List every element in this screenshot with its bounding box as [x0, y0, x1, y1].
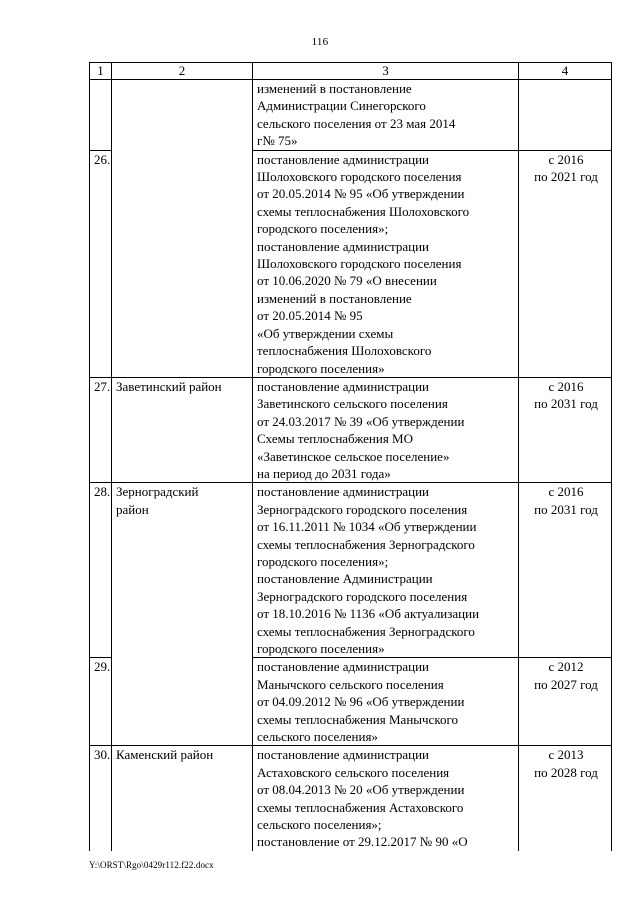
period-cell: [519, 483, 612, 658]
table-row: [90, 483, 612, 658]
document-text-cell-line: от 08.04.2013 № 20 «Об утверждении: [257, 782, 465, 798]
document-text-cell-line: сельского поселения»: [257, 729, 378, 745]
row-number: 27.: [90, 377, 112, 482]
document-text-cell: [253, 377, 519, 482]
table-row: [90, 746, 612, 851]
period-cell: [519, 377, 612, 482]
document-text-cell: [253, 746, 519, 851]
document-text-cell-line: постановление администрации: [257, 378, 430, 394]
district-cell-line: район: [116, 501, 149, 517]
district-cell-line: Заветинский район: [116, 378, 222, 394]
row-number: 26.: [90, 150, 112, 377]
document-text-cell-line: городского поселения»: [257, 360, 385, 376]
document-text-cell-line: Схемы теплоснабжения МО: [257, 431, 414, 447]
district-cell: [112, 150, 253, 377]
period-cell-line: с 2016: [548, 378, 584, 394]
period-cell-line: с 2013: [548, 747, 584, 763]
period-cell-line: по 2031 год: [534, 396, 598, 412]
document-text-cell-line: постановление администрации: [257, 151, 430, 167]
period-cell-line: с 2016: [548, 484, 584, 500]
document-text-cell-line: г№ 75»: [257, 133, 298, 149]
district-cell: [112, 377, 253, 482]
document-text-cell-line: «Об утверждении схемы: [257, 325, 394, 341]
document-text-cell-line: сельского поселения»;: [257, 817, 382, 833]
document-text-cell-line: схемы теплоснабжения Манычского: [257, 711, 458, 727]
document-text-cell-line: от 18.10.2016 № 1136 «Об актуализации: [257, 606, 480, 622]
district-cell: [112, 483, 253, 658]
period-cell-line: по 2021 год: [534, 169, 598, 185]
period-cell: [519, 80, 612, 151]
row-number: 29.: [90, 658, 112, 746]
document-text-cell-line: от 20.05.2014 № 95 «Об утверждении: [257, 186, 465, 202]
document-text-cell-line: от 16.11.2011 № 1034 «Об утверждении: [257, 519, 477, 535]
row-number: 28.: [90, 483, 112, 658]
document-text-cell-line: постановление администрации: [257, 659, 430, 675]
document-text-cell: [253, 658, 519, 746]
document-text-cell-line: Шолоховского городского поселения: [257, 169, 462, 185]
column-header: 2: [112, 63, 253, 80]
document-text-cell-line: Манычского сельского поселения: [257, 676, 444, 692]
document-text-cell-line: от 04.09.2012 № 96 «Об утверждении: [257, 694, 465, 710]
document-text-cell-line: «Заветинское сельское поселение»: [257, 448, 450, 464]
document-text-cell-line: городского поселения»;: [257, 553, 389, 569]
document-text-cell-line: постановление администрации: [257, 747, 430, 763]
document-text-cell-line: изменений в постановление: [257, 81, 412, 96]
table-body: [90, 80, 612, 851]
document-text-cell-line: схемы теплоснабжения Шолоховского: [257, 203, 470, 219]
table-header-row: [90, 63, 612, 80]
district-cell-line: Каменский район: [116, 747, 214, 763]
document-text-cell-line: схемы теплоснабжения Зерноградского: [257, 623, 475, 639]
period-cell-line: по 2028 год: [534, 764, 598, 780]
document-text-cell-line: на период до 2031 года»: [257, 465, 391, 481]
document-table: [89, 62, 612, 851]
document-text-cell: [253, 150, 519, 377]
document-text-cell-line: сельского поселения от 23 мая 2014: [257, 115, 456, 131]
document-text-cell-line: Зерноградского городского поселения: [257, 588, 468, 604]
document-text-cell-line: Заветинского сельского поселения: [257, 396, 448, 412]
period-cell: [519, 150, 612, 377]
column-header: 1: [90, 63, 112, 80]
document-text-cell-line: от 20.05.2014 № 95: [257, 308, 363, 324]
district-cell: [112, 658, 253, 746]
period-cell-line: по 2031 год: [534, 501, 598, 517]
district-cell-line: Зерноградский: [116, 484, 199, 500]
document-text-cell-line: схемы теплоснабжения Зерноградского: [257, 536, 475, 552]
table-row: [90, 377, 612, 482]
document-text-cell-line: постановление Администрации: [257, 571, 433, 587]
document-text-cell-line: городского поселения»: [257, 641, 385, 656]
column-header: 4: [519, 63, 612, 80]
document-text-cell: [253, 483, 519, 658]
table-row: [90, 80, 612, 151]
row-number: 30.: [90, 746, 112, 851]
period-cell-line: с 2012: [548, 659, 584, 675]
row-number: [90, 80, 112, 151]
document-text-cell: [253, 80, 519, 151]
document-text-cell-line: Астаховского сельского поселения: [257, 764, 450, 780]
document-text-cell-line: от 24.03.2017 № 39 «Об утверждении: [257, 413, 465, 429]
district-cell: [112, 746, 253, 851]
period-cell-line: по 2027 год: [534, 676, 598, 692]
table-row: [90, 658, 612, 746]
footer-file-path: Y:\ORST\Rgo\0429r112.f22.docx: [89, 860, 214, 870]
document-text-cell-line: от 10.06.2020 № 79 «О внесении: [257, 273, 437, 289]
period-cell-line: с 2016: [548, 151, 584, 167]
period-cell: [519, 746, 612, 851]
document-text-cell-line: Шолоховского городского поселения: [257, 256, 462, 272]
document-text-cell-line: постановление администрации: [257, 484, 430, 500]
page-number: 116: [311, 36, 329, 48]
district-cell: [112, 80, 253, 151]
document-text-cell-line: городского поселения»;: [257, 221, 389, 237]
document-text-cell-line: постановление администрации: [257, 238, 430, 254]
table-row: [90, 150, 612, 377]
document-text-cell-line: схемы теплоснабжения Астаховского: [257, 799, 464, 815]
document-text-cell-line: Зерноградского городского поселения: [257, 501, 468, 517]
document-text-cell-line: изменений в постановление: [257, 290, 412, 306]
document-text-cell-line: постановление от 29.12.2017 № 90 «О: [257, 834, 468, 850]
period-cell: [519, 658, 612, 746]
column-header: 3: [253, 63, 519, 80]
document-text-cell-line: Администрации Синегорского: [257, 98, 426, 114]
document-text-cell-line: теплоснабжения Шолоховского: [257, 343, 432, 359]
